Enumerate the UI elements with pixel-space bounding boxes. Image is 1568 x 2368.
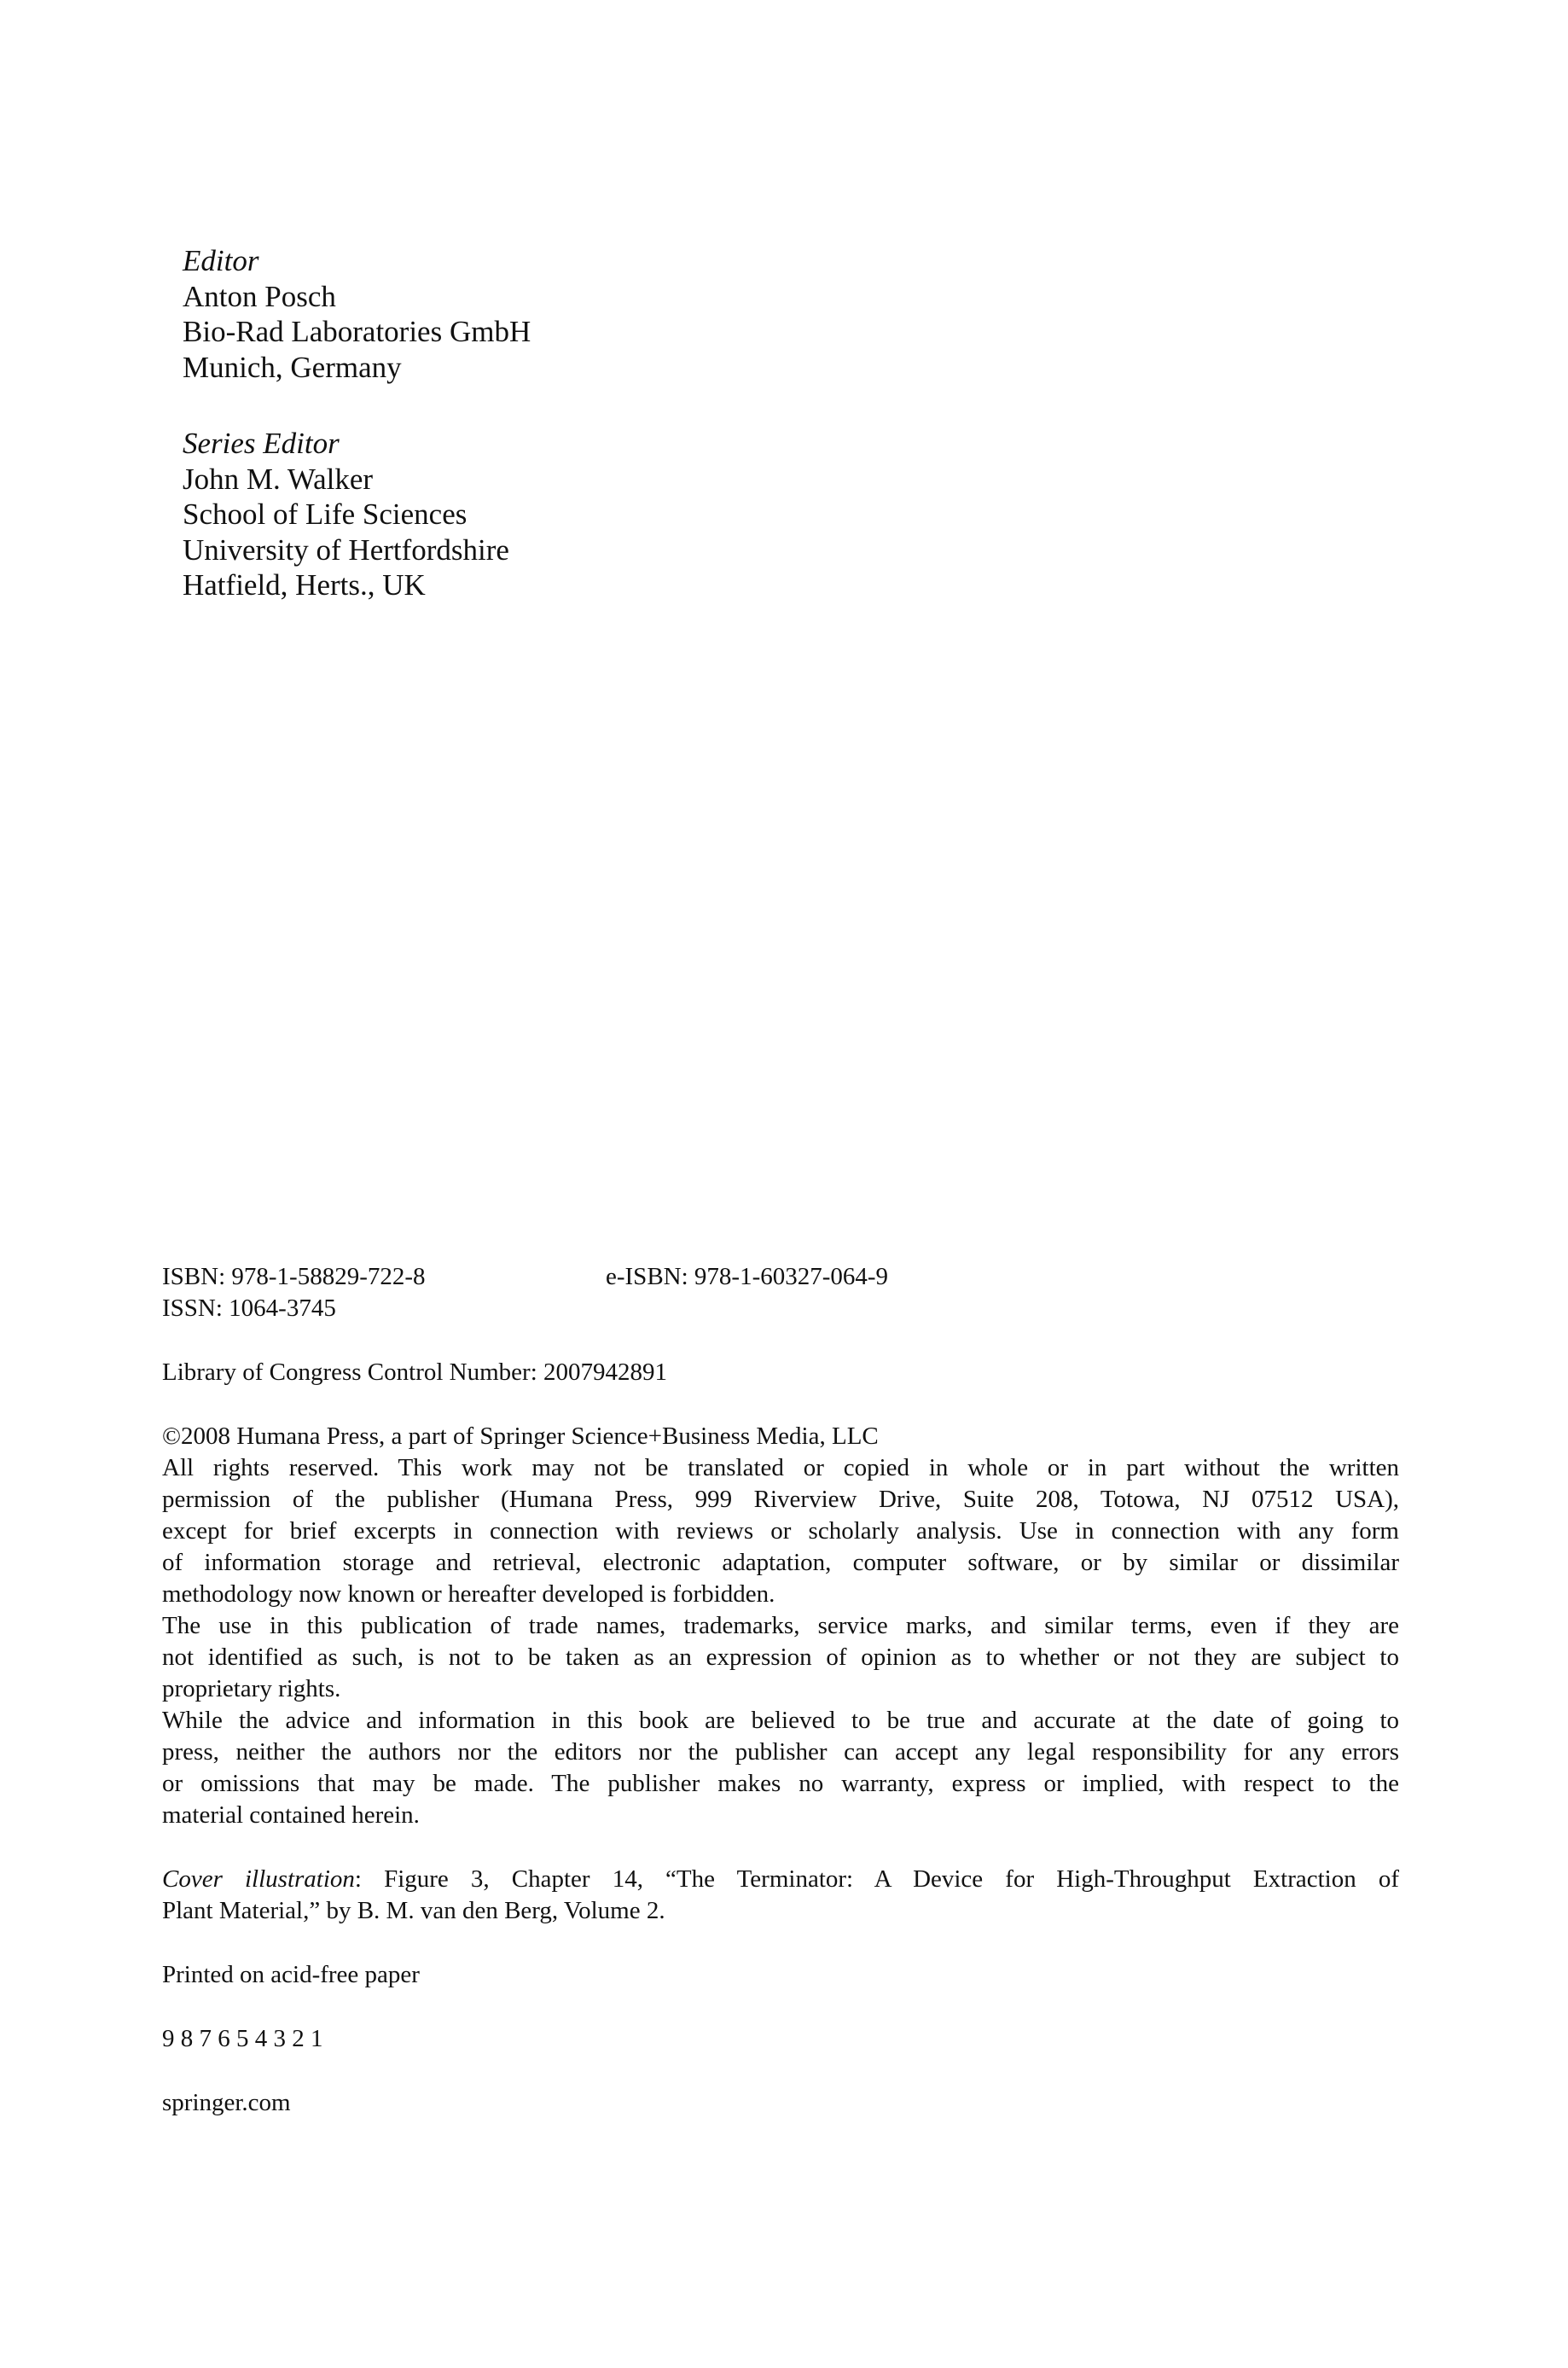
trademark-line: not identified as such, is not to be taken as an expression of opinion as to whether or not they are subject to [162, 1644, 1399, 1671]
rights-line: of information storage and retrieval, electronic adaptation, computer software, or by similar or dissimilar [162, 1549, 1399, 1576]
series-editor-name: John M. Walker [183, 462, 374, 496]
lccn: Library of Congress Control Number: 2007942891 [162, 1359, 668, 1386]
series-editor-location: Hatfield, Herts., UK [183, 568, 426, 602]
eisbn: e-ISBN: 978-1-60327-064-9 [606, 1263, 889, 1290]
imprint-block [162, 1261, 1399, 2119]
copyright-notice: ©2008 Humana Press, a part of Springer Science+Business Media, LLC [162, 1423, 879, 1450]
rights-paragraph [162, 1452, 1399, 1610]
rights-line: methodology now known or hereafter developed is forbidden. [162, 1580, 775, 1608]
cover-credit-text: : Figure 3, Chapter 14, “The Terminator: A Device for High-Throughput Extraction of [354, 1865, 1399, 1893]
editor-credits [183, 243, 950, 603]
disclaimer-line: or omissions that may be made. The publisher makes no warranty, express or implied, with respect to the [162, 1770, 1399, 1797]
trademark-line: The use in this publication of trade names, trademarks, service marks, and similar terms, even if they are [162, 1612, 1399, 1639]
editor-role: Editor [183, 244, 259, 277]
series-editor-role: Series Editor [183, 427, 340, 460]
series-editor-department: School of Life Sciences [183, 497, 467, 531]
editor-name: Anton Posch [183, 279, 336, 313]
editor-affiliation: Bio-Rad Laboratories GmbH [183, 315, 531, 348]
disclaimer-line: press, neither the authors nor the editors nor the publisher can accept any legal responsibility for any errors [162, 1738, 1399, 1766]
cover-credit-line [162, 1864, 1399, 1895]
disclaimer-line: material contained herein. [162, 1801, 420, 1829]
issn: ISSN: 1064-3745 [162, 1295, 336, 1322]
publisher-website: springer.com [162, 2089, 291, 2116]
disclaimer-line: While the advice and information in this book are believed to be true and accurate at the date of going to [162, 1707, 1399, 1734]
paper-note: Printed on acid-free paper [162, 1961, 420, 1988]
disclaimer-paragraph [162, 1705, 1399, 1831]
cover-illustration-label: Cover illustration [162, 1865, 355, 1893]
printing-line: 9 8 7 6 5 4 3 2 1 [162, 2025, 323, 2052]
series-editor-university: University of Hertfordshire [183, 532, 509, 567]
cover-illustration-credit [162, 1864, 1399, 1927]
rights-line: except for brief excerpts in connection with reviews or scholarly analysis. Use in connection with any form [162, 1517, 1399, 1545]
isbn-row [162, 1261, 1399, 1293]
isbn: ISBN: 978-1-58829-722-8 [162, 1263, 426, 1290]
rights-line: permission of the publisher (Humana Press, 999 Riverview Drive, Suite 208, Totowa, NJ 07512 USA), [162, 1486, 1399, 1513]
cover-credit-line: Plant Material,” by B. M. van den Berg, Volume 2. [162, 1897, 665, 1924]
editor-location: Munich, Germany [183, 350, 402, 384]
trademark-line: proprietary rights. [162, 1675, 341, 1702]
trademark-paragraph [162, 1610, 1399, 1705]
rights-line: All rights reserved. This work may not be translated or copied in whole or in part without the written [162, 1454, 1399, 1481]
